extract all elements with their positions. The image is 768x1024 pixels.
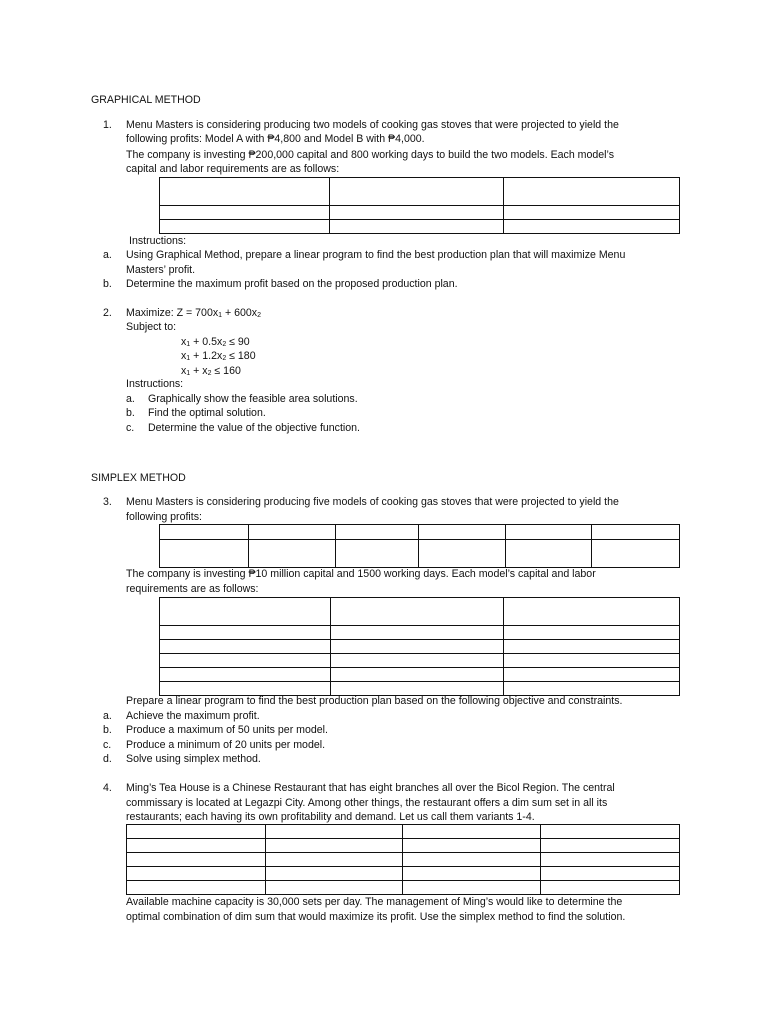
q2-constraint-1: [181, 335, 250, 350]
q1-requirements-table: [159, 177, 680, 234]
q2-constraint-2: [181, 349, 256, 364]
q2-item-b-text: Find the optimal solution.: [148, 407, 266, 419]
q3-item-d-text: Solve using simplex method.: [126, 753, 261, 765]
q2-subscript: 2: [222, 341, 227, 348]
q4-number: 4.: [103, 782, 112, 794]
table-row: [160, 640, 680, 654]
table-cell: [160, 626, 331, 640]
q2-subscript: 2: [257, 312, 261, 319]
q3-number: 3.: [103, 496, 112, 508]
q4-text-line1: Ming’s Tea House is a Chinese Restaurant that has eight branches all over the Bicol Region. The central: [126, 782, 615, 794]
table-cell: [160, 540, 249, 568]
table-cell: [160, 525, 249, 540]
q2-subscript: 1: [218, 312, 223, 319]
table-row: [127, 839, 680, 853]
table-cell: [504, 598, 680, 626]
table-cell: [504, 626, 680, 640]
table-row: [160, 598, 680, 626]
q4-text-line5: optimal combination of dim sum that would maximize its profit. Use the simplex method to find the solution.: [126, 911, 626, 923]
table-row: [160, 220, 680, 234]
q2-subscript: 1: [186, 355, 191, 362]
q3-item-c-text: Produce a minimum of 20 units per model.: [126, 739, 326, 751]
section-heading-simplex: SIMPLEX METHOD: [91, 472, 186, 484]
table-row: [127, 881, 680, 895]
q2-instructions-label: Instructions:: [126, 378, 184, 390]
table-cell: [504, 668, 680, 682]
q3-item-b-text: Produce a maximum of 50 units per model.: [126, 724, 328, 736]
table-cell: [331, 626, 504, 640]
table-cell: [506, 525, 592, 540]
q1-item-a-label: a.: [103, 249, 112, 261]
table-cell: [160, 668, 331, 682]
table-cell: [403, 867, 541, 881]
table-cell: [541, 867, 680, 881]
q1-item-a-line2: Masters’ profit.: [126, 264, 196, 276]
table-cell: [336, 540, 419, 568]
q1-item-b-line1: Determine the maximum profit based on the proposed production plan.: [126, 278, 458, 290]
q3-text-line5: Prepare a linear program to find the best production plan based on the following objective and constraints.: [126, 695, 623, 707]
constraint-rhs: ≤ 180: [226, 350, 256, 362]
q1-text-line4: capital and labor requirements are as follows:: [126, 163, 340, 175]
table-row: [127, 825, 680, 839]
q3-text-line4: requirements are as follows:: [126, 583, 259, 595]
table-cell: [330, 206, 504, 220]
q3-item-c-label: c.: [103, 739, 112, 751]
q1-text-line3: The company is investing ₱200,000 capital and 800 working days to build the two models. Each model’s: [126, 149, 614, 161]
q3-item-b-label: b.: [103, 724, 112, 736]
constraint-var: x: [181, 350, 187, 362]
table-row: [127, 867, 680, 881]
table-cell: [127, 881, 266, 895]
q2-subscript: 2: [222, 355, 227, 362]
table-cell: [592, 540, 680, 568]
table-cell: [419, 540, 506, 568]
q2-subject-to: Subject to:: [126, 321, 177, 333]
q1-text-line2: following profits: Model A with ₱4,800 and Model B with ₱4,000.: [126, 133, 425, 145]
table-row: [160, 525, 680, 540]
table-cell: [541, 825, 680, 839]
table-cell: [403, 853, 541, 867]
table-cell: [160, 640, 331, 654]
q3-item-a-label: a.: [103, 710, 112, 722]
table-cell: [592, 525, 680, 540]
table-cell: [541, 881, 680, 895]
q2-item-b-label: b.: [126, 407, 135, 419]
table-cell: [266, 839, 403, 853]
q1-text-line1: Menu Masters is considering producing two models of cooking gas stoves that were projected to yield the: [126, 119, 619, 131]
q2-subscript: 1: [186, 370, 191, 377]
constraint-term: + 0.5x: [190, 336, 223, 348]
table-row: [160, 654, 680, 668]
q2-objective-prefix: Maximize: Z = 700x: [126, 307, 219, 319]
table-cell: [160, 206, 330, 220]
q4-variants-table: [126, 824, 680, 895]
q2-number: 2.: [103, 307, 112, 319]
table-cell: [160, 598, 331, 626]
constraint-var: x: [181, 336, 187, 348]
table-cell: [266, 853, 403, 867]
table-cell: [330, 220, 504, 234]
table-cell: [160, 654, 331, 668]
q3-item-a-text: Achieve the maximum profit.: [126, 710, 260, 722]
table-cell: [249, 540, 336, 568]
constraint-rhs: ≤ 90: [226, 336, 250, 348]
q2-objective-mid: + 600x: [222, 307, 258, 319]
table-row: [160, 178, 680, 206]
table-cell: [504, 220, 680, 234]
q3-profits-table: [159, 524, 680, 568]
table-cell: [504, 206, 680, 220]
table-cell: [331, 598, 504, 626]
table-cell: [403, 881, 541, 895]
table-row: [160, 206, 680, 220]
table-cell: [541, 853, 680, 867]
q2-item-a-label: a.: [126, 393, 135, 405]
constraint-term: + 1.2x: [190, 350, 223, 362]
q2-subscript: 2: [207, 370, 212, 377]
table-cell: [266, 867, 403, 881]
q2-objective: [126, 306, 261, 321]
table-cell: [504, 640, 680, 654]
table-cell: [419, 525, 506, 540]
table-cell: [160, 220, 330, 234]
table-cell: [330, 178, 504, 206]
table-cell: [504, 654, 680, 668]
table-cell: [266, 825, 403, 839]
q2-item-c-label: c.: [126, 422, 135, 434]
constraint-rhs: ≤ 160: [211, 365, 241, 377]
table-cell: [127, 839, 266, 853]
q3-text-line2: following profits:: [126, 511, 202, 523]
table-row: [160, 540, 680, 568]
q2-subscript: 1: [186, 341, 191, 348]
q1-item-b-label: b.: [103, 278, 112, 290]
q3-item-d-label: d.: [103, 753, 112, 765]
section-heading-graphical: GRAPHICAL METHOD: [91, 94, 201, 106]
table-cell: [403, 839, 541, 853]
q4-text-line3: restaurants; each having its own profitability and demand. Let us call them variants 1-4.: [126, 811, 535, 823]
q1-item-a-line1: Using Graphical Method, prepare a linear program to find the best production plan that will maximize Menu: [126, 249, 626, 261]
table-cell: [541, 839, 680, 853]
q2-item-a-text: Graphically show the feasible area solutions.: [148, 393, 358, 405]
q3-text-line3: The company is investing ₱10 million capital and 1500 working days. Each model’s capital and labor: [126, 568, 596, 580]
table-cell: [127, 853, 266, 867]
table-cell: [249, 525, 336, 540]
q2-item-c-text: Determine the value of the objective function.: [148, 422, 360, 434]
table-cell: [336, 525, 419, 540]
q2-constraint-3: [181, 364, 241, 379]
table-cell: [266, 881, 403, 895]
table-cell: [127, 867, 266, 881]
table-cell: [127, 825, 266, 839]
table-cell: [331, 668, 504, 682]
table-cell: [331, 654, 504, 668]
table-row: [127, 853, 680, 867]
constraint-var: x: [181, 365, 187, 377]
table-cell: [331, 640, 504, 654]
q3-requirements-table: [159, 597, 680, 696]
q3-text-line1: Menu Masters is considering producing five models of cooking gas stoves that were projected to yield the: [126, 496, 619, 508]
q1-number: 1.: [103, 119, 112, 131]
q4-text-line4: Available machine capacity is 30,000 sets per day. The management of Ming’s would like to determine the: [126, 896, 623, 908]
table-cell: [504, 178, 680, 206]
table-row: [160, 626, 680, 640]
table-cell: [403, 825, 541, 839]
table-cell: [160, 178, 330, 206]
constraint-term: + x: [190, 365, 208, 377]
table-row: [160, 668, 680, 682]
q4-text-line2: commissary is located at Legazpi City. Among other things, the restaurant offers a dim sum set in all its: [126, 797, 608, 809]
q1-instructions-label: Instructions:: [129, 235, 187, 247]
table-cell: [506, 540, 592, 568]
